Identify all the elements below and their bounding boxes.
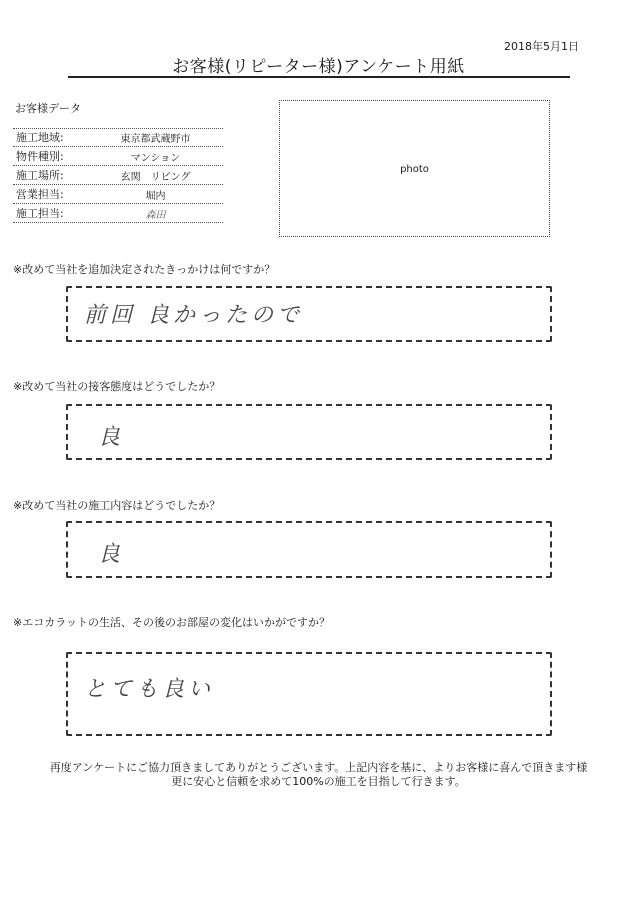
info-value: 東京都武蔵野市 xyxy=(120,134,191,145)
title-underline xyxy=(68,76,570,78)
answer-3: 良 xyxy=(98,542,125,567)
info-label: 営業担当: xyxy=(16,188,64,201)
answer-box-3 xyxy=(66,521,552,578)
photo-label: photo xyxy=(400,164,429,175)
info-label: 施工場所: xyxy=(16,169,64,182)
photo-placeholder xyxy=(279,100,550,237)
customer-info-table xyxy=(13,128,223,223)
page-title: お客様(リピーター様)アンケート用紙 xyxy=(172,57,465,77)
info-value: マンション xyxy=(130,153,181,164)
info-value: 玄関 リビング xyxy=(120,172,191,183)
info-row-installer xyxy=(13,204,223,223)
closing-line-2: 更に安心と信頼を求めて100%の施工を目指して行きます。 xyxy=(171,775,466,788)
info-label: 施工担当: xyxy=(16,207,64,220)
answer-box-2 xyxy=(66,404,552,460)
question-1: ※改めて当社を追加決定されたきっかけは何ですか？ xyxy=(13,263,276,276)
info-row-area xyxy=(13,128,223,147)
info-value: 堀内 xyxy=(145,191,166,202)
info-row-property-type xyxy=(13,147,223,166)
answer-box-4 xyxy=(66,652,552,736)
question-4: ※エコカラットの生活、その後のお部屋の変化はいかがですか？ xyxy=(13,616,330,629)
info-label: 物件種別: xyxy=(16,150,64,163)
info-row-sales-rep xyxy=(13,185,223,204)
question-2: ※改めて当社の接客態度はどうでしたか？ xyxy=(13,380,221,393)
answer-box-1 xyxy=(66,286,552,342)
closing-message xyxy=(0,761,637,789)
installer-signature: 森田 xyxy=(145,210,166,221)
customer-data-heading: お客様データ xyxy=(15,102,81,115)
survey-date: 2018年5月1日 xyxy=(504,40,579,53)
question-3: ※改めて当社の施工内容はどうでしたか？ xyxy=(13,499,221,512)
closing-line-1: 再度アンケートにご協力頂きましてありがとうございます。上記内容を基に、よりお客様に喜んで頂きます様 xyxy=(49,761,588,774)
info-label: 施工地域: xyxy=(16,131,64,144)
answer-1: 前回 良かったので xyxy=(84,303,303,328)
info-row-location xyxy=(13,166,223,185)
answer-2: 良 xyxy=(98,425,125,450)
answer-4: とても良い xyxy=(84,677,215,702)
